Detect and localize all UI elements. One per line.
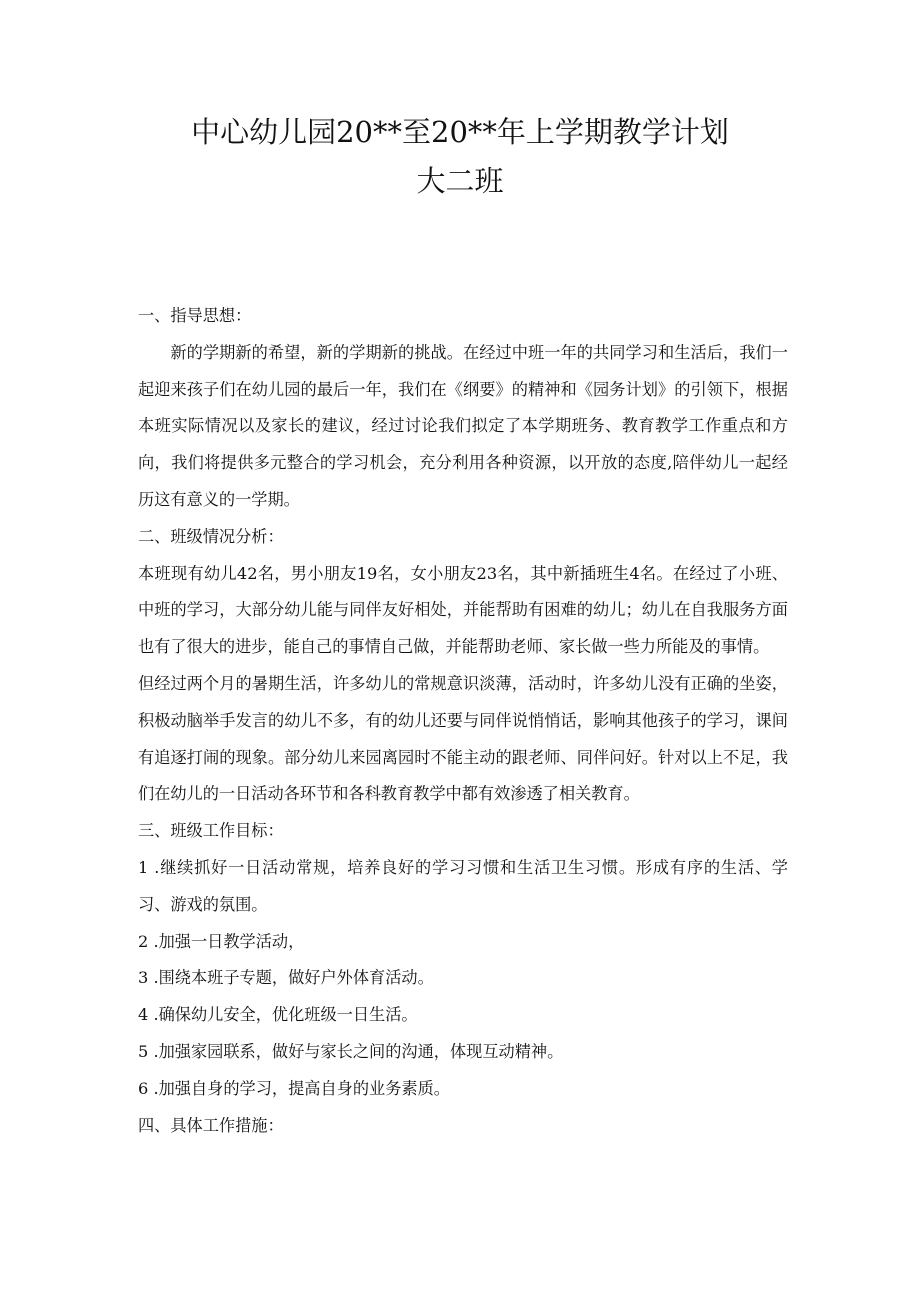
goal-item: 4 .确保幼儿安全，优化班级一日生活。	[138, 1005, 418, 1025]
document-subtitle: 大二班	[416, 164, 504, 198]
section-heading-guiding-thought: 一、指导思想：	[138, 306, 252, 325]
goal-item: 2 .加强一日教学活动，	[138, 931, 305, 951]
paragraph-class-analysis-2: 但经过两个月的暑期生活，许多幼儿的常规意识淡薄，活动时，许多幼儿没有正确的坐姿，积极动脑举手发言的幼儿不多，有的幼儿还要与同伴说悄悄话，影响其他孩子的学习，课间有追逐打闹的现象。部分幼儿来园离园时不能主动的跟老师、同伴问好。针对以上不足，我们在幼儿的一日活动各环节和各科教育教学中都有效渗透了相关教育。	[138, 673, 788, 804]
goal-item: 1 .继续抓好一日活动常规，培养良好的学习习惯和生活卫生习惯。形成有序的生活、学习、游戏的氛围。	[138, 857, 788, 914]
paragraph-guiding-thought: 新的学期新的希望，新的学期新的挑战。在经过中班一年的共同学习和生活后，我们一起迎来孩子们在幼儿园的最后一年，我们在《纲要》的精神和《园务计划》的引领下，根据本班实际情况以及家长的建议，经过讨论我们拟定了本学期班务、教育教学工作重点和方向，我们将提供多元整合的学习机会，充分利用各种资源，以开放的态度,陪伴幼儿一起经历这有意义的一学期。	[138, 342, 788, 509]
section-heading-work-measures: 四、具体工作措施：	[138, 1115, 284, 1135]
goal-item: 3 .围绕本班子专题，做好户外体育活动。	[138, 968, 434, 988]
goal-item: 5 .加强家园联系，做好与家长之间的沟通，体现互动精神。	[138, 1041, 564, 1061]
section-heading-work-goals: 三、班级工作目标：	[138, 821, 284, 841]
section-heading-class-analysis: 二、班级情况分析：	[138, 526, 284, 546]
document-body	[138, 298, 788, 1144]
paragraph-class-analysis-1: 本班现有幼儿42名，男小朋友19名，女小朋友23名，其中新插班生4名。在经过了小班、中班的学习，大部分幼儿能与同伴友好相处，并能帮助有困难的幼儿；幼儿在自我服务方面也有了很大的进步，能自己的事情自己做，并能帮助老师、家长做一些力所能及的事情。	[138, 563, 788, 657]
document-title: 中心幼儿园20**至20**年上学期教学计划	[191, 115, 729, 149]
goal-item: 6 .加强自身的学习，提高自身的业务素质。	[138, 1078, 450, 1098]
